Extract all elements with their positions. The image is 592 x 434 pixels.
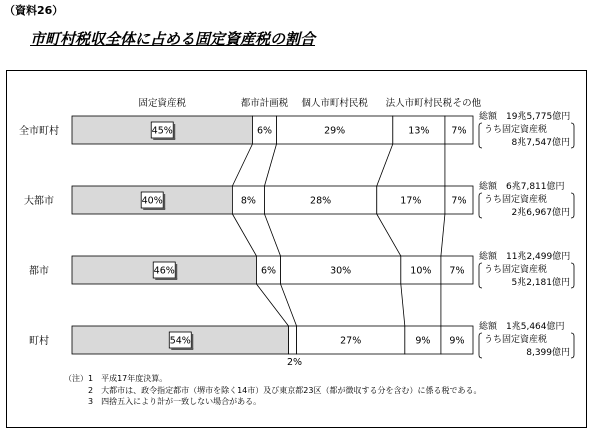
value-label-shadow	[171, 348, 193, 350]
value-label: 9%	[449, 335, 465, 347]
value-label: 2%	[287, 357, 303, 368]
connector-line	[377, 214, 401, 256]
value-label: 7%	[451, 195, 467, 207]
legend-1: 固定資産税	[138, 98, 186, 109]
chart-title: 市町村税収全体に占める固定資産税の割合	[30, 30, 316, 48]
value-label: 6%	[256, 125, 273, 137]
total-label: 総額 11兆2,499億円	[479, 252, 571, 262]
fixed-asset-tax-label: うち固定資産税	[484, 265, 548, 275]
connector-line	[281, 284, 297, 326]
category-label: 町村	[29, 336, 49, 347]
fixed-asset-tax-label: うち固定資産税	[484, 195, 548, 205]
value-label: 13%	[408, 125, 430, 137]
connector-line	[264, 214, 280, 256]
value-label-shadow	[191, 334, 193, 349]
value-label: 54%	[169, 335, 191, 347]
total-label: 総額 19兆5,775億円	[479, 112, 571, 122]
bracket-left	[479, 193, 482, 218]
value-label-shadow	[155, 278, 177, 280]
bracket-right	[571, 333, 574, 358]
value-label: 9%	[415, 335, 431, 347]
fixed-asset-tax-amount: 8兆7,547億円	[511, 138, 570, 148]
connector-line	[232, 144, 252, 186]
connector-line	[232, 214, 256, 256]
value-label: 7%	[449, 265, 465, 277]
footnote-2: 2 大都市は、政令指定都市（堺市を除く14市）及び東京都23区（都が徴収する分を含む）に係る税である。	[64, 385, 482, 395]
legend-5: その他	[452, 98, 482, 109]
category-label: 都市	[29, 266, 49, 277]
footnotes	[64, 373, 481, 408]
connector-line	[256, 284, 288, 326]
fixed-asset-tax-amount: 5兆2,181億円	[511, 278, 570, 288]
bracket-right	[571, 263, 574, 288]
category-label: 全市町村	[19, 126, 59, 137]
value-label: 8%	[240, 195, 256, 207]
value-label: 29%	[324, 125, 346, 137]
value-label-shadow	[163, 194, 165, 209]
value-label: 28%	[310, 195, 332, 207]
legend-4: 法人市町村民税	[385, 98, 453, 109]
bracket-right	[571, 193, 574, 218]
total-label: 総額 1兆5,464億円	[479, 322, 565, 332]
fixed-asset-tax-amount: 2兆6,967億円	[511, 208, 570, 218]
value-label-shadow	[173, 124, 175, 139]
bracket-left	[479, 333, 482, 358]
value-label-shadow	[175, 264, 177, 279]
fixed-asset-tax-amount: 8,399億円	[526, 348, 570, 358]
connector-line	[401, 284, 405, 326]
reference-label: （資料26）	[4, 4, 64, 17]
fixed-asset-tax-label: うち固定資産税	[484, 335, 548, 345]
footnote-1: （注）1 平成17年度決算。	[64, 374, 168, 383]
legend-2: 都市計画税	[240, 98, 289, 109]
value-label: 46%	[153, 265, 175, 277]
connector-line	[264, 144, 276, 186]
connector-line	[441, 214, 445, 256]
value-label: 10%	[410, 265, 432, 277]
category-label: 大都市	[24, 196, 54, 207]
bracket-left	[479, 263, 482, 288]
value-label: 6%	[260, 265, 277, 277]
fixed-asset-tax-label: うち固定資産税	[484, 125, 548, 135]
value-label: 45%	[151, 125, 173, 137]
bracket-left	[479, 123, 482, 148]
legend-3: 個人市町村民税	[301, 98, 368, 109]
value-label: 7%	[451, 125, 467, 137]
value-label: 40%	[141, 195, 163, 207]
value-label: 17%	[400, 195, 422, 207]
footnote-3: 3 四捨五入により計が一致しない場合がある。	[64, 397, 262, 406]
bar-segment	[289, 326, 297, 354]
total-label: 総額 6兆7,811億円	[479, 182, 565, 192]
value-label-shadow	[153, 138, 175, 140]
value-label: 27%	[340, 335, 362, 347]
connector-line	[377, 144, 393, 186]
value-label: 30%	[330, 265, 352, 277]
value-label-shadow	[143, 208, 165, 210]
bracket-right	[571, 123, 574, 148]
